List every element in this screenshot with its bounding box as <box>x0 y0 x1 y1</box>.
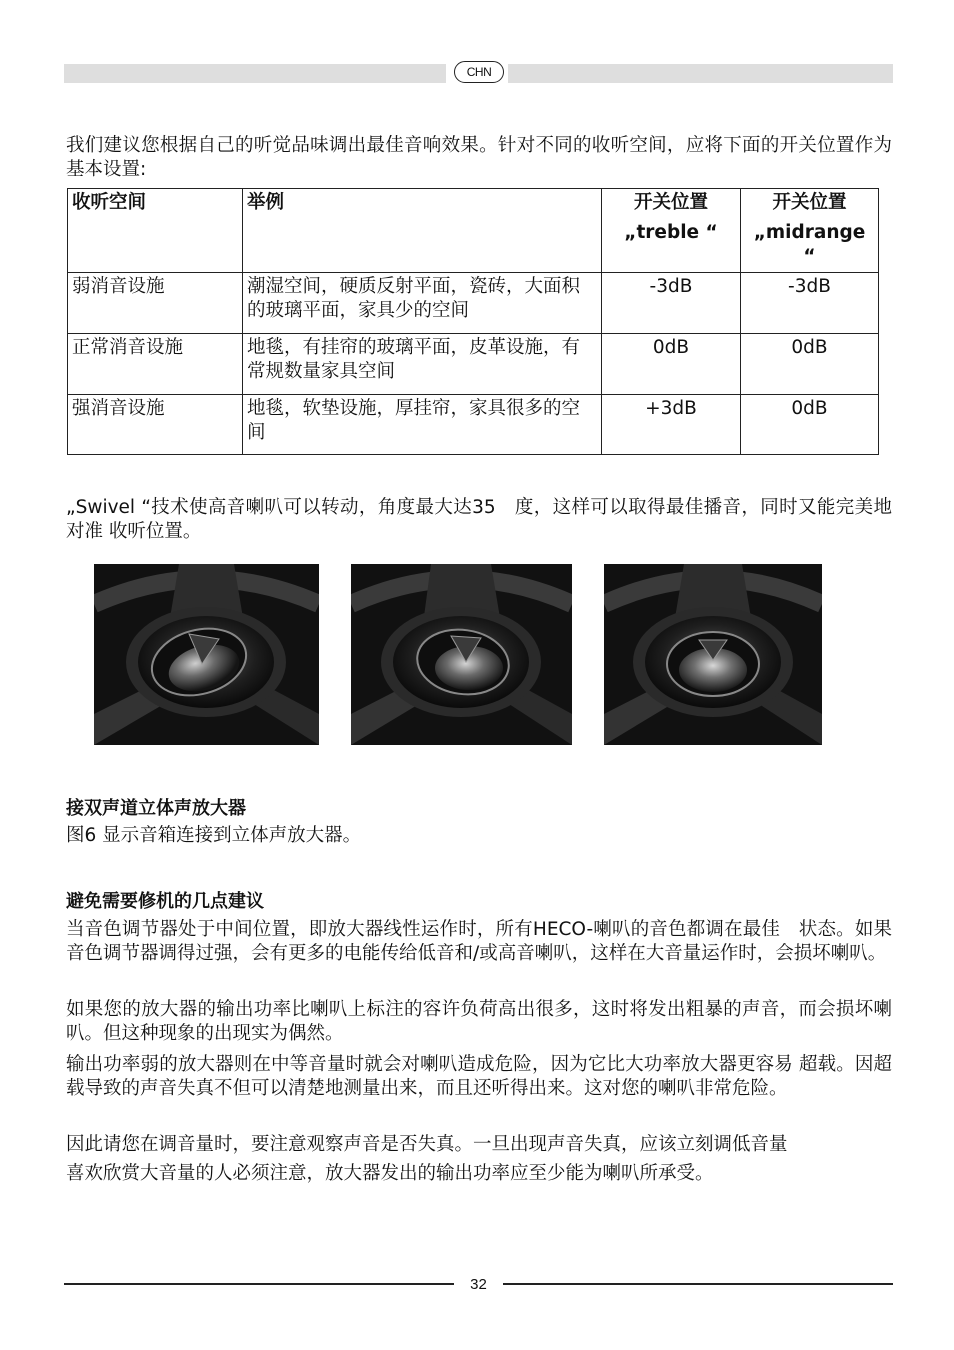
settings-table <box>67 188 879 455</box>
table-row <box>68 273 879 334</box>
repair-paragraph: 当音色调节器处于中间位置，即放大器线性运作时，所有HECO-喇叭的音色都调在最佳 状态。如果音色调节器调得过强，会有更多的电能传给低音和/或高音喇叭，这样在大音量运作时，会损坏喇叭。 <box>66 919 892 964</box>
page-number: 32 <box>470 1276 487 1293</box>
row-treble: +3dB <box>602 395 741 455</box>
tweeter-photo-centered <box>604 564 822 745</box>
section-title-repair-tips: 避免需要修机的几点建议 <box>66 891 264 912</box>
intro-paragraph: 我们建议您根据自己的听觉品味调出最佳音响效果。针对不同的收听空间，应将下面的开关位置作为基本设置: <box>66 135 892 180</box>
header-midrange-title: 开关位置 <box>772 192 847 213</box>
tweeter-photo-tilted-slightly <box>351 564 572 745</box>
row-space: 正常消音设施 <box>68 334 243 395</box>
table-row <box>68 395 879 455</box>
row-space: 弱消音设施 <box>68 273 243 334</box>
repair-paragraph: 因此请您在调音量时，要注意观察声音是否失真。一旦出现声音失真，应该立刻调低音量 <box>66 1134 788 1155</box>
section-title-amplifier: 接双声道立体声放大器 <box>66 798 246 819</box>
tweeter-photos <box>0 564 954 746</box>
table-header-row <box>68 189 879 273</box>
header-treble-switch <box>602 189 741 273</box>
header-bar-right <box>508 64 893 83</box>
row-midrange: -3dB <box>741 273 879 334</box>
repair-paragraph: 喜欢欣赏大音量的人必须注意，放大器发出的输出功率应至少能为喇叭所承受。 <box>66 1163 714 1184</box>
repair-paragraph: 输出功率弱的放大器则在中等音量时就会对喇叭造成危险，因为它比大功率放大器更容易 超载。因超载导致的声音失真不但可以清楚地测量出来，而且还听得出来。这对您的喇叭非常危险。 <box>66 1054 892 1099</box>
header-midrange-switch <box>741 189 879 273</box>
header-bar-left <box>64 64 446 83</box>
row-treble: -3dB <box>602 273 741 334</box>
row-example: 潮湿空间，硬质反射平面，瓷砖，大面积的玻璃平面，家具少的空间 <box>243 273 602 334</box>
row-example: 地毯，有挂帘的玻璃平面，皮革设施，有常规数量家具空间 <box>243 334 602 395</box>
language-badge: CHN <box>454 61 504 83</box>
row-midrange: 0dB <box>741 395 879 455</box>
amplifier-paragraph: 图6 显示音箱连接到立体声放大器。 <box>66 825 362 846</box>
footer-rule-left <box>64 1283 454 1285</box>
repair-paragraph: 如果您的放大器的输出功率比喇叭上标注的容许负荷高出很多，这时将发出粗暴的声音，而会损坏喇叭。但这种现象的出现实为偶然。 <box>66 999 892 1044</box>
header-midrange-sub: „midrange “ <box>753 222 866 267</box>
header-treble-title: 开关位置 <box>633 192 708 213</box>
row-treble: 0dB <box>602 334 741 395</box>
row-midrange: 0dB <box>741 334 879 395</box>
swivel-paragraph: „Swivel “技术使高音喇叭可以转动，角度最大达35 度，这样可以取得最佳播音，同时又能完美地对准 收听位置。 <box>66 497 892 542</box>
footer-rule-right <box>503 1283 893 1285</box>
header-example: 举例 <box>243 189 602 273</box>
row-space: 强消音设施 <box>68 395 243 455</box>
row-example: 地毯，软垫设施，厚挂帘，家具很多的空间 <box>243 395 602 455</box>
header-listening-space: 收听空间 <box>68 189 243 273</box>
tweeter-photo-tilted-left <box>94 564 319 745</box>
table-row <box>68 334 879 395</box>
header-treble-sub: „treble “ <box>624 222 718 243</box>
